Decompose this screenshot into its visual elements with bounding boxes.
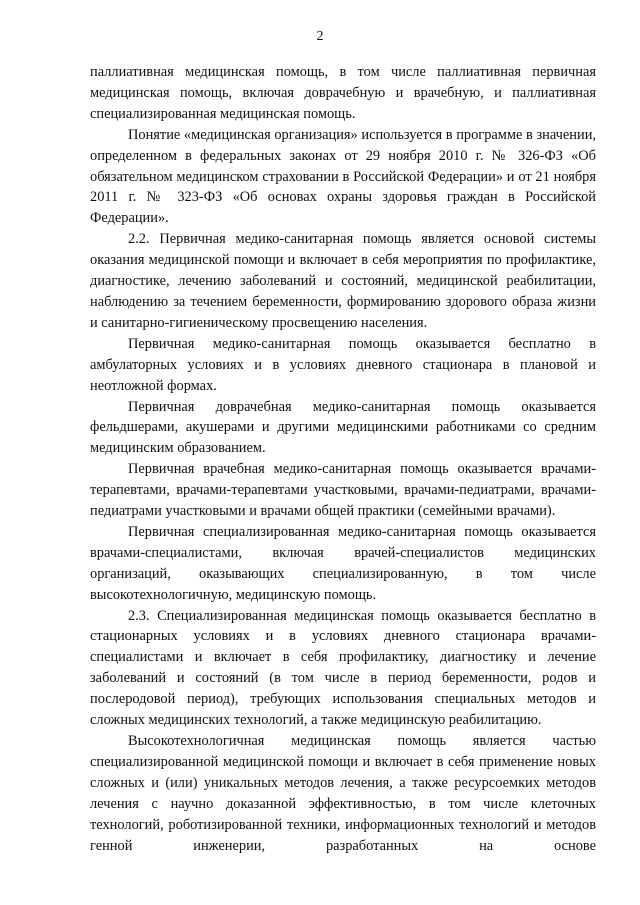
paragraph-high-tech-care: Высокотехнологичная медицинская помощь является частью специализированной медицинской помощи и включает в себя применение новых сложных и (или) уникальных методов лечения, а также ресурсоемких методов лечения с научно доказанной эффективностью, в том числе клеточных технологий, роботизированной техники, информационных технологий и методов генной инженерии, разработанных на основе (90, 733, 596, 854)
paragraph-physician-care: Первичная врачебная медико-санитарная помощь оказывается врачами-терапевтами, врачами-терапевтами участковыми, врачами-педиатрами, врачами-педиатрами участковыми и врачами общей практики (семейными врачами). (90, 461, 596, 520)
paragraph-pre-physician-care: Первичная доврачебная медико-санитарная помощь оказывается фельдшерами, акушерами и другими медицинскими работниками со средним медицинским образованием. (90, 398, 596, 457)
document-body (90, 62, 596, 856)
paragraph-specialized-primary-care: Первичная специализированная медико-санитарная помощь оказывается врачами-специалистами, включая врачей-специалистов медицинских организаций, оказывающих специализированную, в том числе высокотехнологичную, медицинскую помощь. (90, 523, 596, 603)
paragraph-specialized-care-2-3: 2.3. Специализированная медицинская помощь оказывается бесплатно в стационарных условиях и в условиях дневного стационара врачами-специалистами и включает в себя профилактику, диагностику и лечение заболеваний и состояний (в том числе в период беременности, родов и послеродовой период), требующих использования специальных методов и сложных медицинских технологий, а также медицинскую реабилитацию. (90, 607, 596, 729)
paragraph-medical-organization-definition: Понятие «медицинская организация» используется в программе в значении, определенном в федеральных законах от 29 ноября 2010 г. № 326-ФЗ «Об обязательном медицинском страховании в Российской Федерации» и от 21 ноября 2011 г. № 323-ФЗ «Об основах охраны здоровья граждан в Российской Федерации». (90, 126, 596, 227)
paragraph-primary-care-free: Первичная медико-санитарная помощь оказывается бесплатно в амбулаторных условиях и в условиях дневного стационара в плановой и неотложной формах. (90, 335, 596, 394)
paragraph-primary-care-2-2: 2.2. Первичная медико-санитарная помощь является основой системы оказания медицинской помощи и включает в себя мероприятия по профилактике, диагностике, лечению заболеваний и состояний, медицинской реабилитации, наблюдению за течением беременности, формированию здорового образа жизни и санитарно-гигиеническому просвещению населения. (90, 231, 596, 331)
paragraph-palliative-care: паллиативная медицинская помощь, в том числе паллиативная первичная медицинская помощь, включая доврачебную и врачебную, и паллиативная специализированная медицинская помощь. (90, 64, 596, 122)
page-number: 2 (316, 29, 324, 44)
